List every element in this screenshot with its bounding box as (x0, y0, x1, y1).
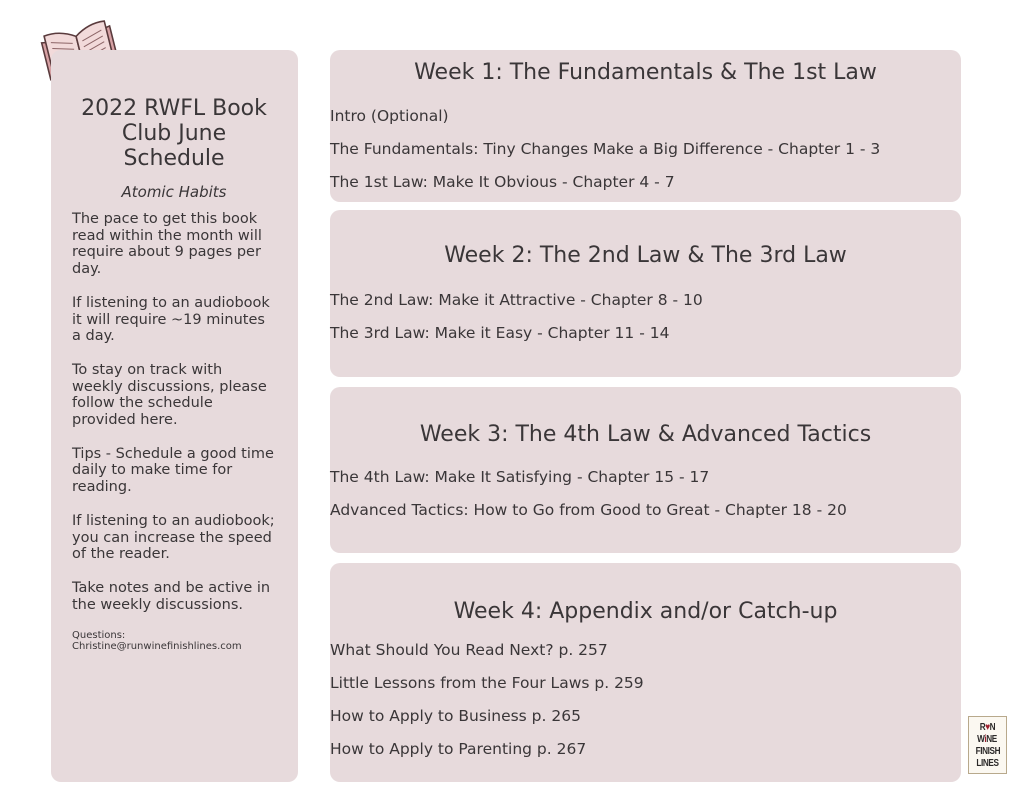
week-1-item: The 1st Law: Make It Obvious - Chapter 4 - 7 (330, 173, 675, 191)
notes-note: Take notes and be active in the weekly discussions. (72, 579, 271, 613)
week-4-item: How to Apply to Business p. 265 (330, 707, 581, 725)
sidebar-panel (51, 50, 298, 782)
week-3-heading: Week 3: The 4th Law & Advanced Tactics (419, 422, 872, 447)
week-3-item: Advanced Tactics: How to Go from Good to Great - Chapter 18 - 20 (330, 501, 847, 519)
week-2-item: The 2nd Law: Make it Attractive - Chapter 8 - 10 (330, 291, 703, 309)
contact-label: Questions: (72, 630, 126, 642)
week-4-item: How to Apply to Parenting p. 267 (330, 740, 587, 758)
tips-note: Tips - Schedule a good time daily to make time for reading. (72, 445, 274, 496)
week-4-item: What Should You Read Next? p. 257 (330, 641, 608, 659)
week-2-item: The 3rd Law: Make it Easy - Chapter 11 - 14 (330, 324, 670, 342)
week-3-card (330, 387, 961, 553)
sidebar-title: 2022 RWFL Book Club June Schedule (81, 96, 267, 171)
contact-email[interactable]: Christine@runwinefinishlines.com (72, 641, 242, 653)
week-2-heading: Week 2: The 2nd Law & The 3rd Law (444, 243, 847, 268)
week-2-card (330, 210, 961, 377)
pace-note: The pace to get this book read within the month will require about 9 pages per day. (72, 211, 262, 278)
logo-line-2: WiNE (977, 733, 998, 745)
week-4-item: Little Lessons from the Four Laws p. 259 (330, 674, 644, 692)
logo-line-3: FINISH (975, 745, 1000, 757)
week-3-item: The 4th Law: Make It Satisfying - Chapter 15 - 17 (330, 468, 710, 486)
week-1-heading: Week 1: The Fundamentals & The 1st Law (414, 60, 877, 85)
schedule-note: To stay on track with weekly discussions, please follow the schedule provided here. (72, 361, 267, 429)
week-1-card (330, 50, 961, 202)
logo-line-4: LINES (976, 757, 999, 769)
week-1-item: Intro (Optional) (330, 107, 449, 125)
brand-logo (968, 716, 1007, 774)
contact-info (72, 630, 276, 652)
week-4-heading: Week 4: Appendix and/or Catch-up (453, 599, 838, 624)
week-1-item: The Fundamentals: Tiny Changes Make a Big Difference - Chapter 1 - 3 (330, 140, 881, 158)
logo-line-1: R♥N (979, 721, 996, 733)
week-4-card (330, 563, 961, 782)
book-title: Atomic Habits (121, 183, 227, 201)
audiobook-time-note: If listening to an audiobook it will require ~19 minutes a day. (72, 294, 270, 345)
audiobook-speed-note: If listening to an audiobook; you can increase the speed of the reader. (72, 512, 275, 563)
